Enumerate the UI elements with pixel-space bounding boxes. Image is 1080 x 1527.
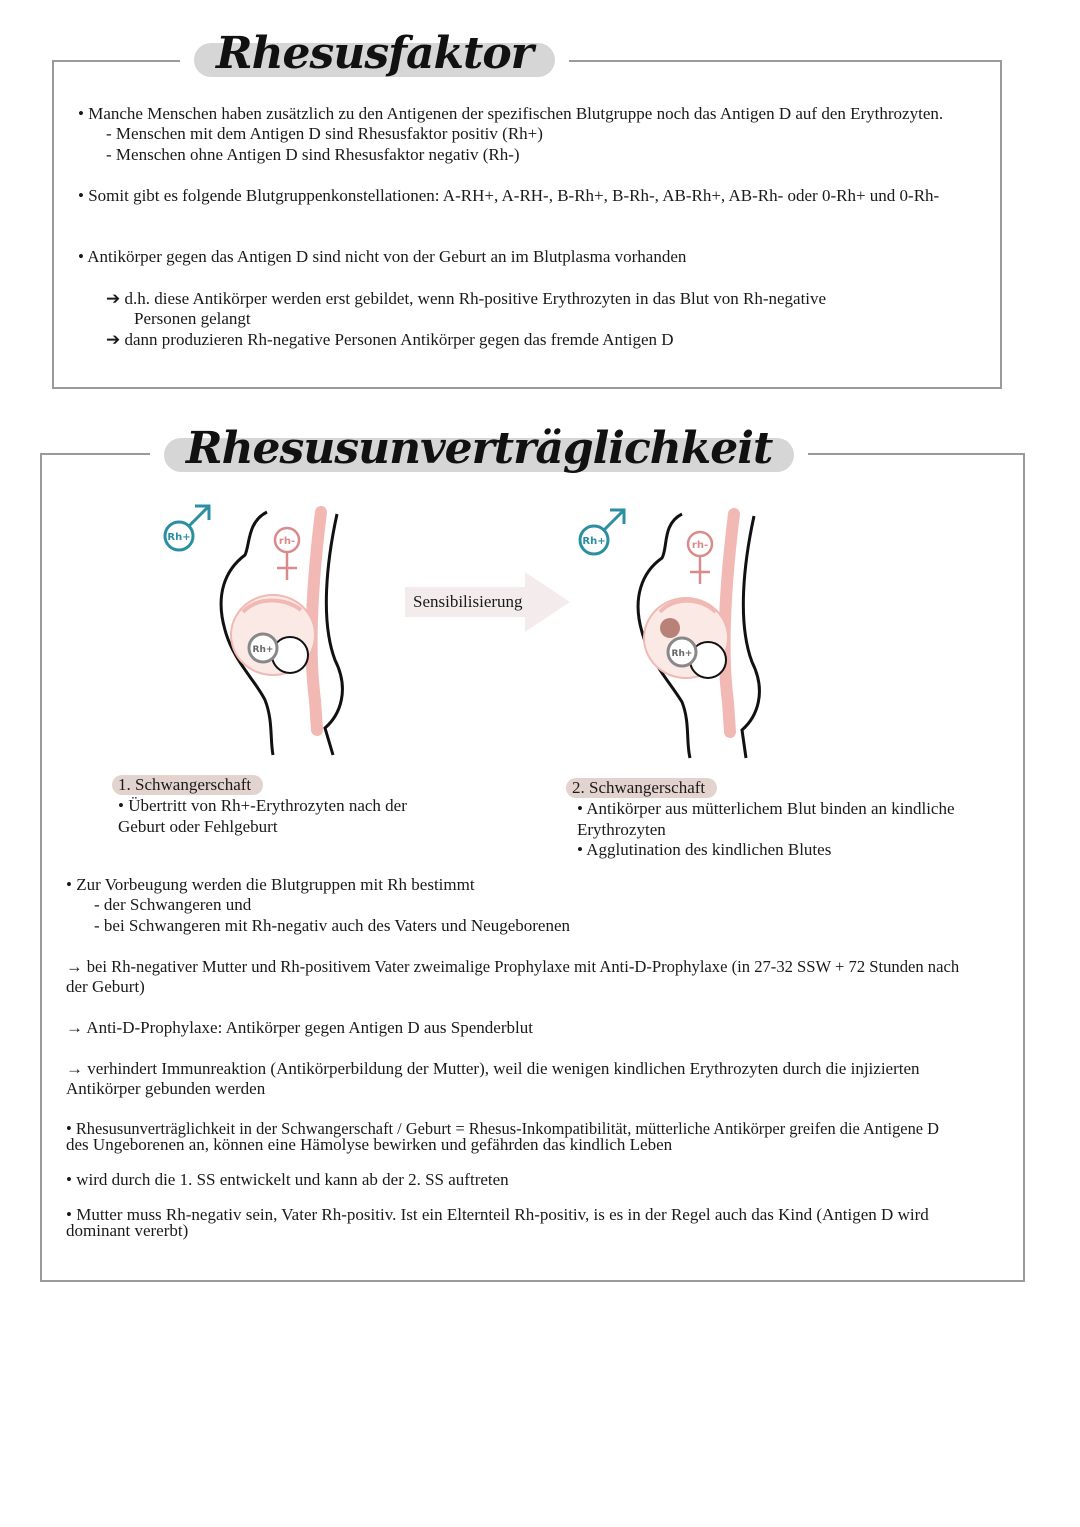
rhesusfaktor-title: Rhesusfaktor [216, 28, 533, 79]
rhesusfaktor-title-pill [194, 28, 555, 79]
fetus-2 [644, 598, 728, 678]
s2-p1-sub-1: - der Schwangeren und [94, 895, 252, 914]
s2-p7-line-1: • Mutter muss Rh-negativ sein, Vater Rh-positiv. Ist ein Elternteil Rh-positiv, is es in der Regel auch das Kind (Antigen D wird [66, 1205, 929, 1224]
s2-p3: → Anti-D-Prophylaxe: Antikörper gegen Antigen D aus Spenderblut [66, 1018, 533, 1037]
preg1-line-2: Geburt oder Fehlgeburt [118, 817, 278, 836]
preg1-heading: 1. Schwangerschaft [112, 775, 263, 795]
s2-p4-line-2: Antikörper gebunden werden [66, 1079, 266, 1098]
fetus-rh-label: Rh+ [252, 645, 274, 655]
rhesusunvertraeglichkeit-title: Rhesusunverträglichkeit [186, 423, 773, 474]
preg2-heading: 2. Schwangerschaft [566, 778, 717, 798]
male-symbol [580, 510, 624, 554]
preg2-line-2: Erythrozyten [577, 820, 666, 839]
pregnancy-2-diagram [570, 500, 800, 760]
female-symbol [688, 532, 712, 584]
s2-p2-line-1: → bei Rh-negativer Mutter und Rh-positivem Vater zweimalige Prophylaxe mit Anti-D-Prophylaxe (in 27-32 SSW + 72 Stunden nach [66, 957, 960, 976]
s1-arrow-1-line-2: Personen gelangt [134, 309, 251, 328]
fetus [231, 595, 315, 675]
male-symbol [165, 506, 209, 550]
s2-p5-line-1: • Rhesusunverträglichkeit in der Schwangerschaft / Geburt = Rhesus-Inkompatibilität, mütterliche Antikörper greifen die Antigene D [66, 1119, 939, 1138]
s2-p2-line-2: der Geburt) [66, 977, 145, 996]
s2-p7-line-2: dominant vererbt) [66, 1221, 189, 1240]
s1-sub-2: - Menschen ohne Antigen D sind Rhesusfaktor negativ (Rh-) [106, 145, 520, 164]
male-rh-label: Rh+ [167, 532, 191, 543]
preg2-line-1: • Antikörper aus mütterlichem Blut binden an kindliche [577, 799, 955, 818]
rhesusunvertraeglichkeit-title-pill [164, 423, 794, 474]
s1-bullet-2: • Somit gibt es folgende Blutgruppenkonstellationen: A-RH+, A-RH-, B-Rh+, B-Rh-, AB-Rh+, AB-Rh- oder 0-Rh+ und 0-Rh- [78, 186, 940, 205]
s2-p1-sub-2: - bei Schwangeren mit Rh-negativ auch des Vaters und Neugeborenen [94, 916, 571, 935]
s1-bullet-1: • Manche Menschen haben zusätzlich zu den Antigenen der spezifischen Blutgruppe noch das Antigen D auf den Erythrozyten. [78, 104, 944, 123]
sensibilisierung-label: Sensibilisierung [413, 592, 523, 611]
preg2-line-3: • Agglutination des kindlichen Blutes [577, 840, 832, 859]
preg1-heading-wrap [112, 775, 263, 795]
s1-arrow-2: ➔ dann produzieren Rh-negative Personen Antikörper gegen das fremde Antigen D [106, 330, 674, 349]
s2-p4-line-1: → verhindert Immunreaktion (Antikörperbildung der Mutter), weil die wenigen kindlichen Erythrozyten durch die injizierten [66, 1059, 920, 1078]
rhesusunvertraeglichkeit-title-wrap [150, 423, 808, 487]
sensibilisierung-arrow [405, 572, 570, 632]
female-rh-label: rh- [278, 536, 296, 547]
s2-p6: • wird durch die 1. SS entwickelt und kann ab der 2. SS auftreten [66, 1170, 509, 1189]
s1-arrow-1-line-1: ➔ d.h. diese Antikörper werden erst gebildet, wenn Rh-positive Erythrozyten in das Blut von Rh-negative [106, 289, 827, 308]
s2-p1: • Zur Vorbeugung werden die Blutgruppen mit Rh bestimmt [66, 875, 475, 894]
preg1-line-1: • Übertritt von Rh+-Erythrozyten nach der [118, 796, 407, 815]
s1-bullet-3: • Antikörper gegen das Antigen D sind nicht von der Geburt an im Blutplasma vorhanden [78, 247, 687, 266]
fetus-rh-label-2: Rh+ [671, 649, 693, 659]
preg2-heading-wrap [566, 778, 717, 798]
rhesusfaktor-title-wrap [180, 28, 569, 92]
pregnancy-1-diagram [155, 500, 385, 760]
male-rh-label-2: Rh+ [582, 536, 606, 547]
s1-sub-1: - Menschen mit dem Antigen D sind Rhesusfaktor positiv (Rh+) [106, 124, 543, 143]
female-symbol [275, 528, 299, 580]
s2-p5-line-2: des Ungeborenen an, können eine Hämolyse bewirken und gefährden das kindlich Leben [66, 1135, 673, 1154]
female-rh-label-2: rh- [691, 540, 709, 551]
